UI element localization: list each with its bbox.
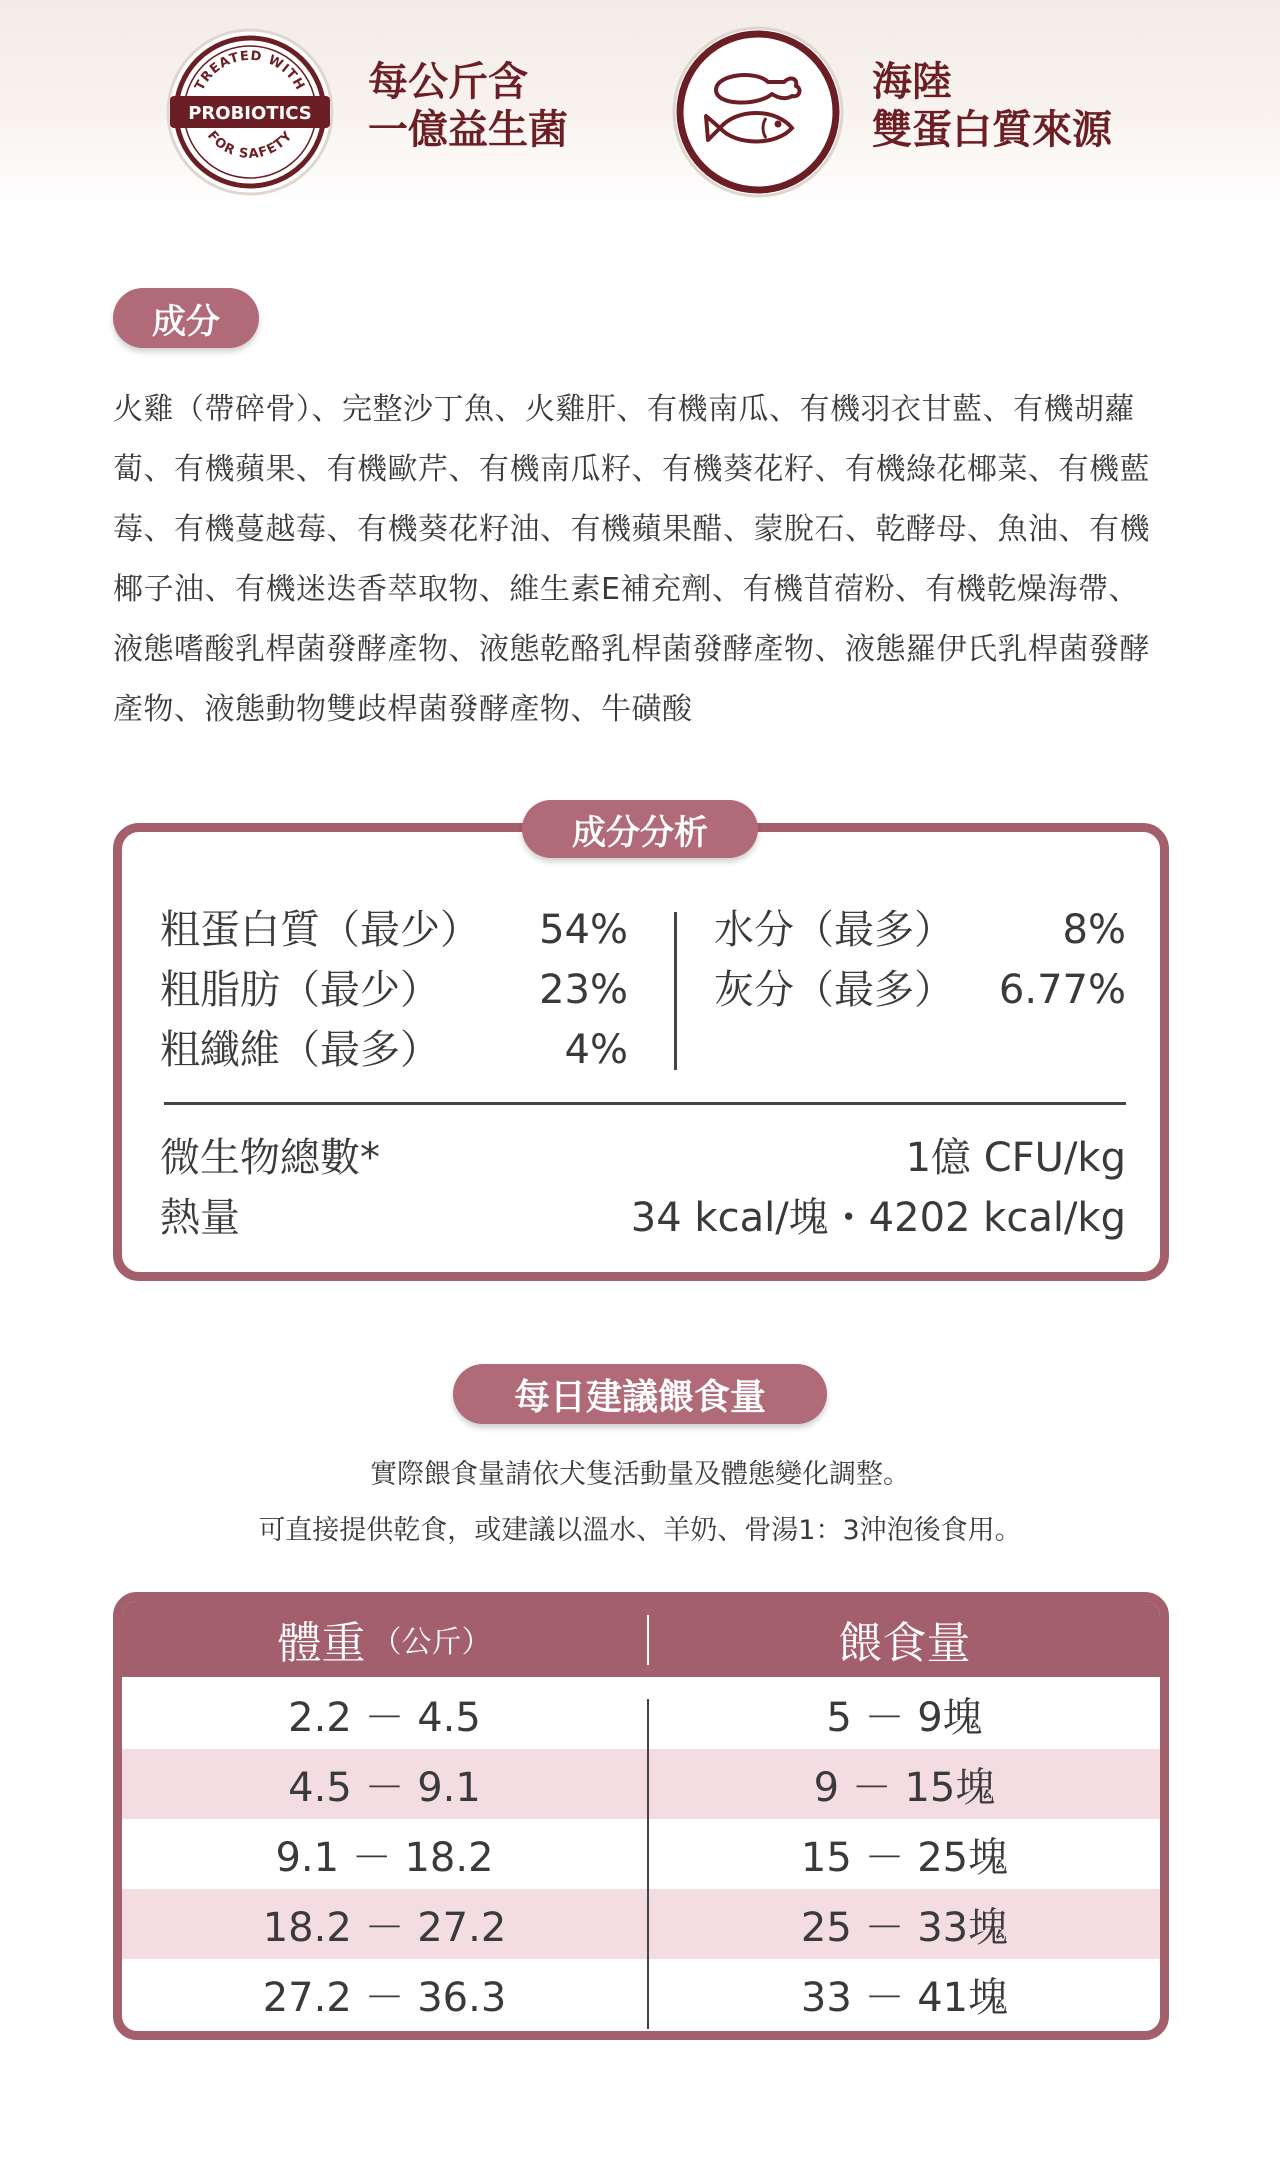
feeding-table	[113, 1592, 1169, 2040]
analysis-value: 4%	[564, 1027, 628, 1073]
table-row	[122, 1959, 1160, 2029]
amount-cell: 9 － 15塊	[813, 1764, 996, 1811]
weight-cell: 27.2 － 36.3	[262, 1974, 507, 2021]
badge-center-text: PROBIOTICS	[188, 103, 312, 124]
feeding-table-header	[122, 1601, 1160, 1677]
weight-cell: 2.2 － 4.5	[288, 1694, 481, 1741]
feature-probiotics-text	[368, 58, 568, 154]
table-row	[122, 1889, 1160, 1959]
feature-probiotics-line1: 每公斤含	[368, 59, 528, 105]
analysis-value: 6.77%	[998, 967, 1126, 1013]
header-weight-label: 體重	[277, 1618, 366, 1669]
analysis-label: 粗脂肪（最少）	[160, 967, 440, 1013]
amount-cell: 25 － 33塊	[800, 1904, 1009, 1951]
analysis-value: 1億 CFU/kg	[905, 1135, 1126, 1181]
analysis-row-divider	[164, 1102, 1126, 1105]
ingredients-title: 成分	[113, 288, 259, 348]
amount-cell: 15 － 25塊	[800, 1834, 1009, 1881]
analysis-value: 34 kcal/塊・4202 kcal/kg	[630, 1195, 1126, 1241]
analysis-label: 微生物總數*	[160, 1135, 380, 1181]
table-row	[122, 1679, 1160, 1749]
probiotics-seal-icon	[160, 20, 340, 200]
guaranteed-analysis-box	[113, 823, 1169, 1281]
badge-top-text: TREATED WITH	[192, 48, 308, 94]
feature-probiotics-line2: 一億益生菌	[368, 107, 568, 153]
analysis-label: 粗蛋白質（最少）	[160, 907, 480, 953]
header-weight	[122, 1601, 647, 1677]
weight-cell: 9.1 － 18.2	[275, 1834, 494, 1881]
analysis-label: 粗纖維（最多）	[160, 1027, 440, 1073]
amount-cell: 5 － 9塊	[826, 1694, 983, 1741]
table-column-divider	[647, 1699, 649, 2029]
chicken-and-fish-icon	[668, 20, 848, 200]
analysis-column-divider	[674, 912, 677, 1070]
feature-protein-line1: 海陸	[872, 59, 952, 105]
analysis-value: 54%	[539, 907, 628, 953]
header-amount: 餵食量	[838, 1618, 971, 1669]
table-row	[122, 1819, 1160, 1889]
feeding-title: 每日建議餵食量	[453, 1364, 827, 1424]
weight-cell: 4.5 － 9.1	[288, 1764, 481, 1811]
analysis-title: 成分分析	[522, 800, 758, 858]
badge-bottom-text: FOR SAFETY	[204, 128, 296, 162]
feature-protein-text	[872, 58, 1112, 154]
analysis-value: 23%	[539, 967, 628, 1013]
analysis-label: 熱量	[160, 1195, 240, 1241]
table-row	[122, 1749, 1160, 1819]
amount-cell: 33 － 41塊	[800, 1974, 1009, 2021]
header-weight-unit: （公斤）	[371, 1625, 492, 1660]
ingredients-text: 火雞（帶碎骨）、完整沙丁魚、火雞肝、有機南瓜、有機羽衣甘藍、有機胡蘿蔔、有機蘋果、有機歐芹、有機南瓜籽、有機葵花籽、有機綠花椰菜、有機藍莓、有機蔓越莓、有機葵花籽油、有機蘋果醋、蒙脫石、乾酵母、魚油、有機椰子油、有機迷迭香萃取物、維生素E補充劑、有機苜蓿粉、有機乾燥海帶、液態嗜酸乳桿菌發酵產物、液態乾酪乳桿菌發酵產物、液態羅伊氏乳桿菌發酵產物、液態動物雙歧桿菌發酵產物、牛磺酸	[113, 392, 1150, 727]
analysis-label: 水分（最多）	[714, 907, 954, 953]
feeding-note-serving: 可直接提供乾食，或建議以溫水、羊奶、骨湯1：3沖泡後食用。	[258, 1515, 1022, 1546]
weight-cell: 18.2 － 27.2	[262, 1904, 507, 1951]
feature-protein-line2: 雙蛋白質來源	[872, 107, 1112, 153]
feeding-note-activity: 實際餵食量請依犬隻活動量及體態變化調整。	[370, 1459, 910, 1490]
analysis-label: 灰分（最多）	[714, 967, 954, 1013]
analysis-value: 8%	[1062, 907, 1126, 953]
